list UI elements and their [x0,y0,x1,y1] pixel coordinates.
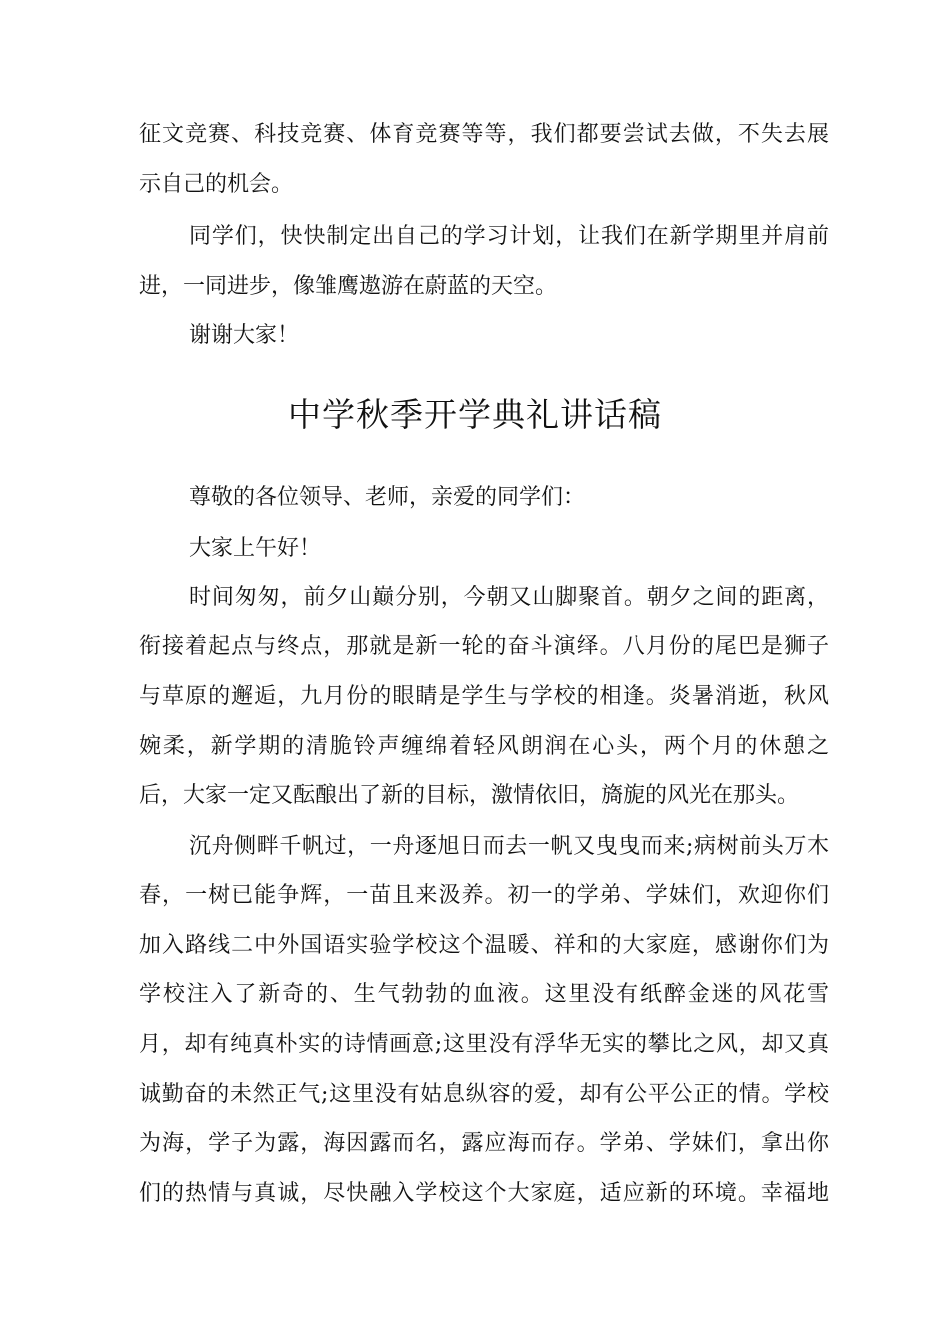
salutation-line: 尊敬的各位领导、老师，亲爱的同学们： [189,485,586,510]
paragraph-line: 沉舟侧畔千帆过，一舟逐旭日而去一帆又曳曳而来;病树前头万木 [189,834,829,859]
paragraph-line: 与草原的邂逅，九月份的眼睛是学生与学校的相逢。炎暑消逝，秋风 [139,684,829,709]
paragraph-line: 诚勤奋的未然正气;这里没有姑息纵容的爱，却有公平公正的情。学校 [139,1082,829,1107]
paragraph-line: 们的热情与真诚，尽快融入学校这个大家庭，适应新的环境。幸福地 [139,1181,829,1206]
paragraph-line: 加入路线二中外国语实验学校这个温暖、祥和的大家庭，感谢你们为 [139,933,829,958]
paragraph-line: 衔接着起点与终点，那就是新一轮的奋斗演绎。八月份的尾巴是狮子 [139,634,829,659]
document-title: 中学秋季开学典礼讲话稿 [288,395,662,434]
paragraph-line: 示自己的机会。 [139,172,294,197]
paragraph-line: 婉柔，新学期的清脆铃声缠绵着轻风朗润在心头，两个月的休憩之 [139,734,829,759]
paragraph-line: 后，大家一定又酝酿出了新的目标，激情依旧，旖旎的风光在那头。 [139,783,800,808]
paragraph-line: 为海，学子为露，海因露而名，露应海而存。学弟、学妹们，拿出你 [139,1131,829,1156]
paragraph-line: 学校注入了新奇的、生气勃勃的血液。这里没有纸醉金迷的风花雪 [139,982,829,1007]
paragraph-line: 春，一树已能争辉，一苗且来汲养。初一的学弟、学妹们，欢迎你们 [139,883,829,908]
paragraph-line: 征文竞赛、科技竞赛、体育竞赛等等，我们都要尝试去做，不失去展 [139,122,829,147]
paragraph-line: 谢谢大家！ [189,323,300,348]
paragraph-line: 月，却有纯真朴实的诗情画意;这里没有浮华无实的攀比之风，却又真 [139,1032,829,1057]
greeting-line: 大家上午好！ [189,536,322,561]
paragraph-line: 进，一同进步，像雏鹰遨游在蔚蓝的天空。 [139,274,558,299]
paragraph-line: 时间匆匆，前夕山巅分别，今朝又山脚聚首。朝夕之间的距离， [189,585,829,610]
paragraph-line: 同学们，快快制定出自己的学习计划，让我们在新学期里并肩前 [189,224,829,249]
